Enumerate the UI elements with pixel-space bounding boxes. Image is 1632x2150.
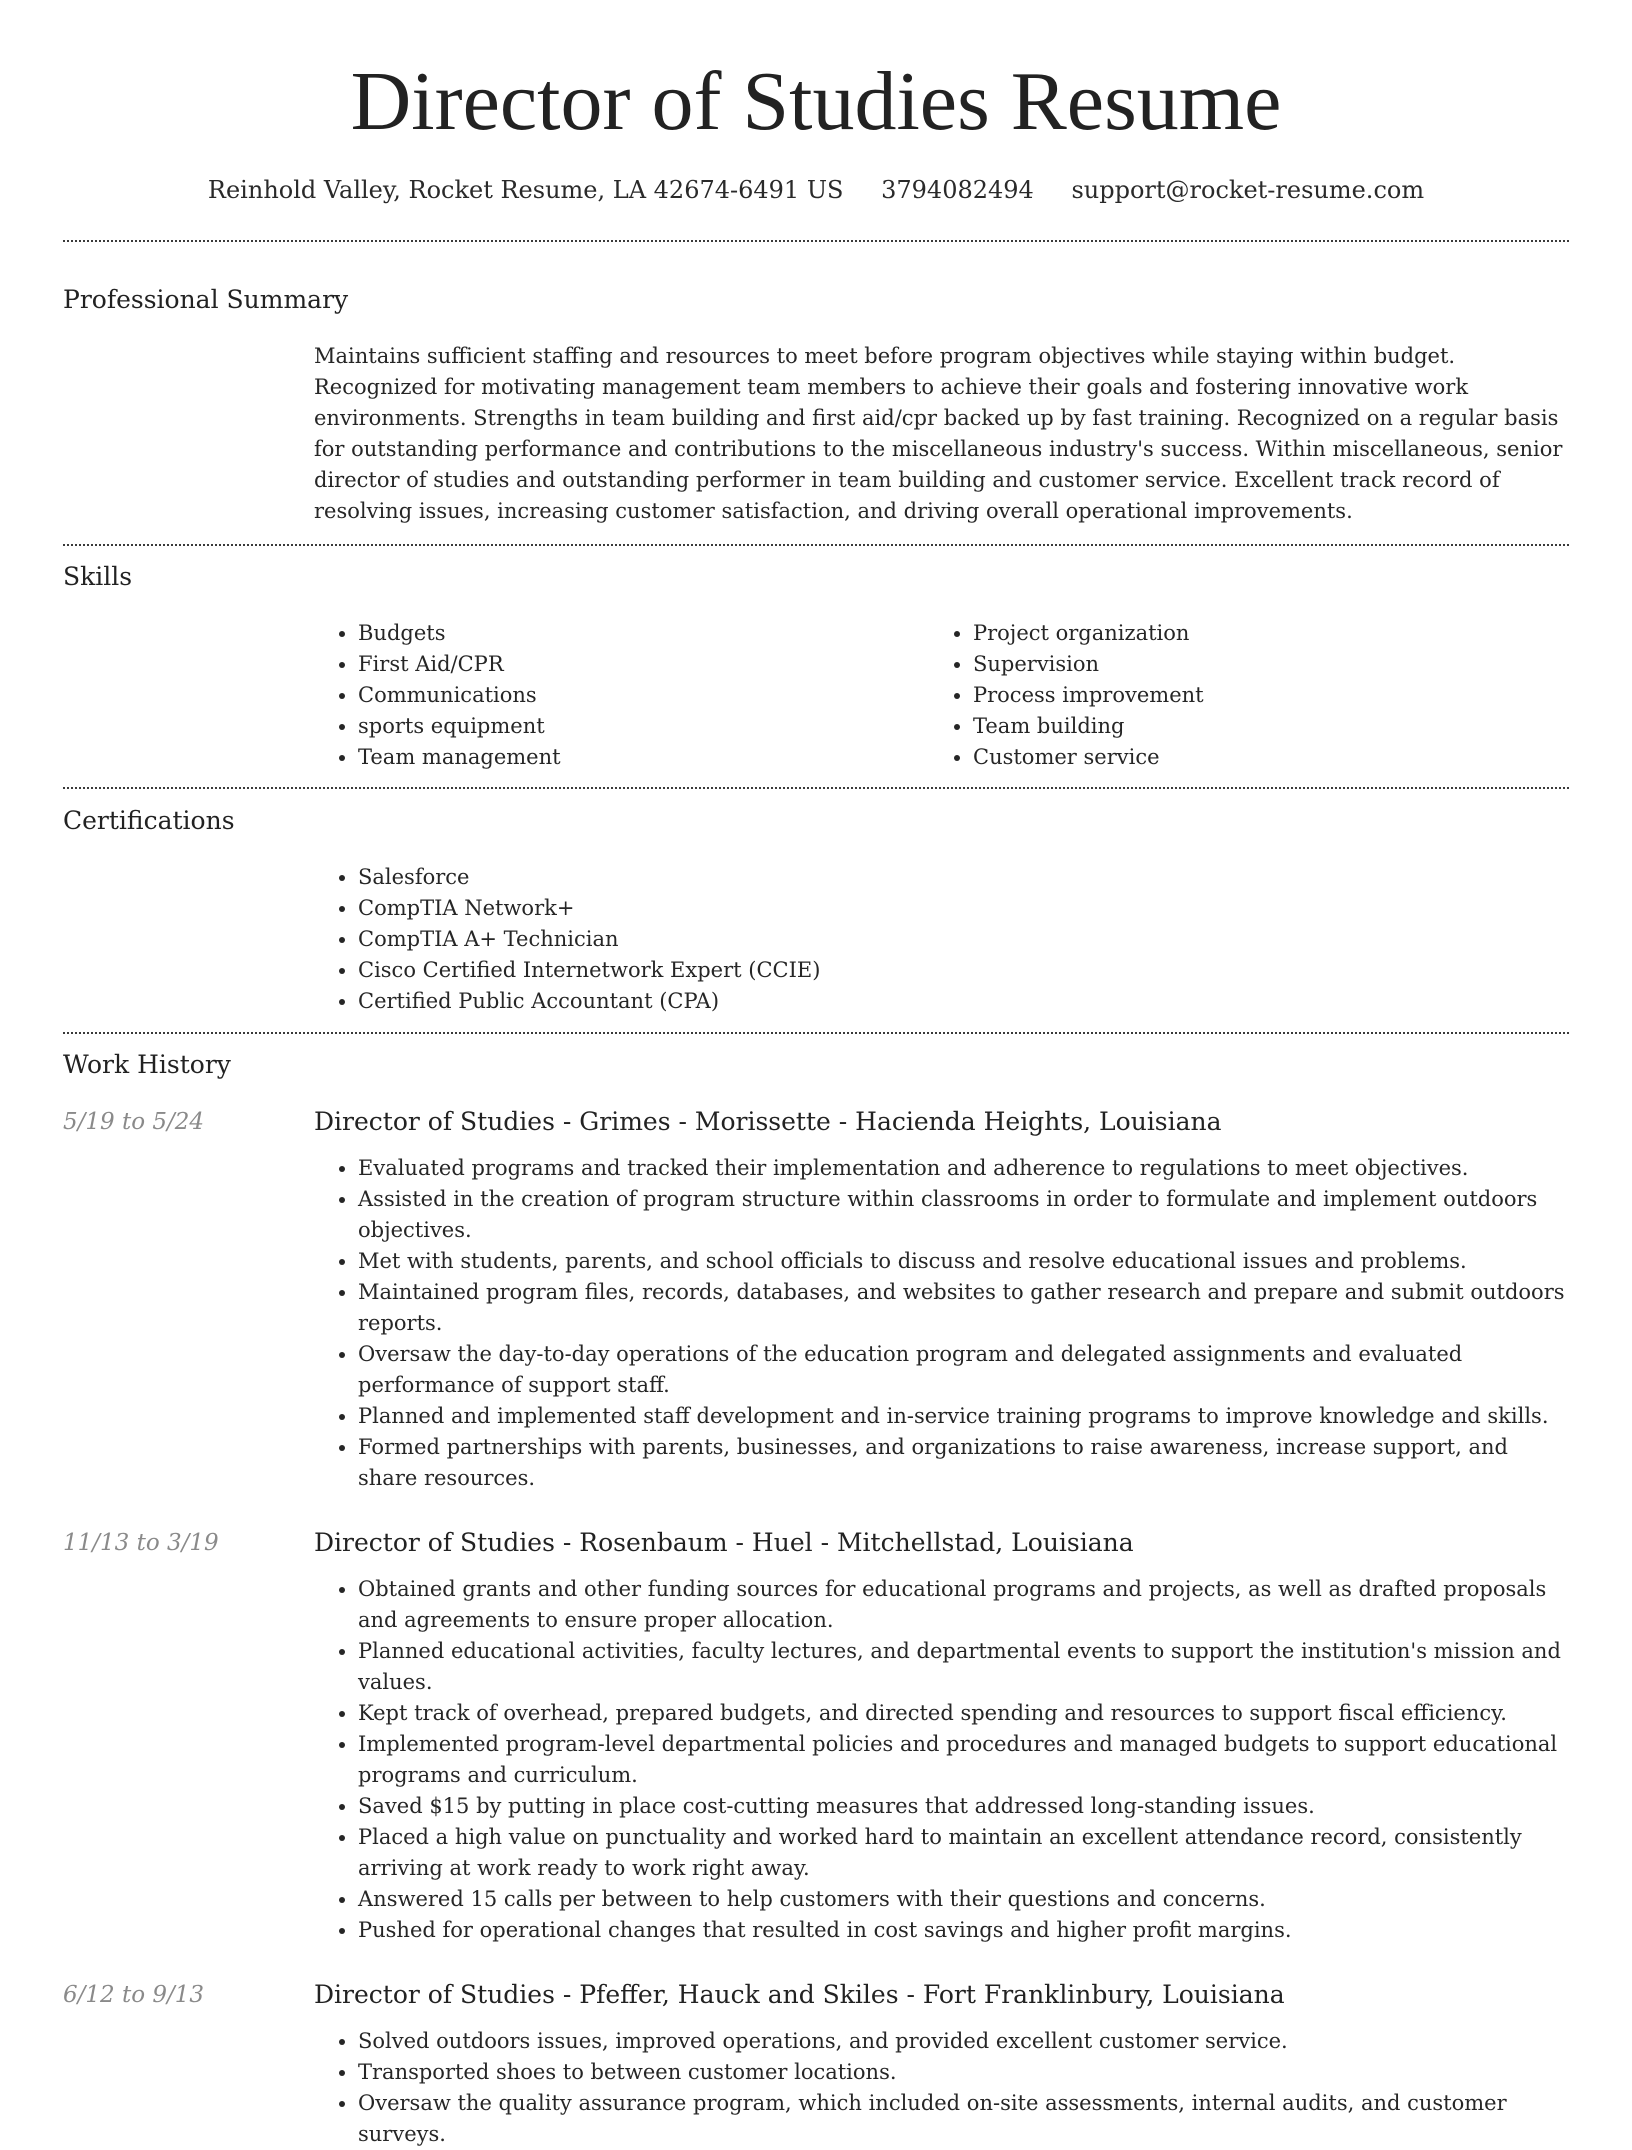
- skill-item: • Project organization: [973, 618, 1544, 649]
- job-bullet: • Assisted in the creation of program structure within classrooms in order to formulate and implement outdoors objectives.: [358, 1184, 1569, 1246]
- contact-line: [63, 173, 1569, 207]
- job-bullet: • Met with students, parents, and school officials to discuss and resolve educational issues and problems.: [358, 1246, 1569, 1277]
- resume-title: Director of Studies Resume: [350, 55, 1282, 148]
- job-title: Director of Studies - Pfeffer, Hauck and Skiles - Fort Franklinbury, Louisiana: [314, 1980, 1285, 2009]
- skill-item: • First Aid/CPR: [358, 649, 929, 680]
- job-bullet: • Implemented program-level departmental policies and procedures and managed budgets to support educational programs and curriculum.: [358, 1729, 1569, 1791]
- job-bullet: • Maintained program files, records, databases, and websites to gather research and prepare and submit outdoors reports.: [358, 1277, 1569, 1339]
- job-bullet: • Evaluated programs and tracked their implementation and adherence to regulations to meet objectives.: [358, 1153, 1569, 1184]
- job-bullet: • Transported shoes to between customer locations.: [358, 2057, 1569, 2088]
- section-heading-skills: Skills: [63, 562, 133, 591]
- certification-item: • Certified Public Accountant (CPA): [358, 986, 1569, 1017]
- job-details: [314, 1527, 1569, 1946]
- skills-section: [63, 546, 1569, 787]
- job-bullet: • Kept track of overhead, prepared budgets, and directed spending and resources to support fiscal efficiency.: [358, 1698, 1569, 1729]
- section-heading-certifications: Certifications: [63, 806, 235, 835]
- certification-item: • Cisco Certified Internetwork Expert (CCIE): [358, 955, 1569, 986]
- work-history-section: [63, 1034, 1569, 2150]
- skills-column-left: [314, 618, 929, 773]
- job-bullet: • Oversaw the day-to-day operations of the education program and delegated assignments and evaluated performance of support staff.: [358, 1339, 1569, 1401]
- skill-item: • Process improvement: [973, 680, 1544, 711]
- job-details: [314, 1106, 1569, 1494]
- certification-item: • Salesforce: [358, 862, 1569, 893]
- job-dates: 11/13 to 3/19: [63, 1530, 219, 1556]
- contact-phone: 3794082494: [881, 176, 1034, 204]
- job-details: [314, 1979, 1569, 2150]
- job-bullets: [314, 1153, 1569, 1494]
- section-heading-work-history: Work History: [63, 1050, 231, 1079]
- job-entry: [63, 1106, 1569, 1494]
- job-bullet: • Planned and implemented staff development and in-service training programs to improve knowledge and skills.: [358, 1401, 1569, 1432]
- job-bullet: • Formed partnerships with parents, businesses, and organizations to raise awareness, increase support, and share resources.: [358, 1432, 1569, 1494]
- skill-item: • Customer service: [973, 742, 1544, 773]
- skill-item: • Budgets: [358, 618, 929, 649]
- job-dates: 6/12 to 9/13: [63, 1982, 205, 2008]
- contact-address: Reinhold Valley, Rocket Resume, LA 42674-6491 US: [207, 176, 844, 204]
- skill-item: • sports equipment: [358, 711, 929, 742]
- job-bullet: • Pushed for operational changes that resulted in cost savings and higher profit margins.: [358, 1915, 1569, 1946]
- job-bullet: • Oversaw the quality assurance program, which included on-site assessments, internal audits, and customer surveys.: [358, 2088, 1569, 2150]
- skill-item: • Communications: [358, 680, 929, 711]
- job-entry: [63, 1979, 1569, 2150]
- certification-item: • CompTIA Network+: [358, 893, 1569, 924]
- contact-email: support@rocket-resume.com: [1071, 176, 1425, 204]
- job-entry: [63, 1527, 1569, 1946]
- certifications-content: [314, 862, 1569, 1017]
- job-bullet: • Answered 15 calls per between to help customers with their questions and concerns.: [358, 1884, 1569, 1915]
- job-bullets: [314, 1574, 1569, 1946]
- summary-text: Maintains sufficient staffing and resources to meet before program objectives while staying within budget. Recognized for motivating management team members to achieve their goals and fostering innovative work environments. Strengths in team building and first aid/cpr backed up by fast training. Recognized on a regular basis for outstanding performance and contributions to the miscellaneous industry's success. Within miscellaneous, senior director of studies and outstanding performer in team building and customer service. Excellent track record of resolving issues, increasing customer satisfaction, and driving overall operational improvements.: [314, 344, 1563, 523]
- skill-item: • Supervision: [973, 649, 1544, 680]
- job-dates: 5/19 to 5/24: [63, 1109, 205, 1135]
- skills-columns: [314, 618, 1569, 773]
- certifications-list: [314, 862, 1569, 1017]
- job-bullet: • Obtained grants and other funding sources for educational programs and projects, as well as drafted proposals and agreements to ensure proper allocation.: [358, 1574, 1569, 1636]
- certifications-section: [63, 789, 1569, 1032]
- skills-list-right: [929, 618, 1544, 773]
- job-bullet: • Planned educational activities, faculty lectures, and departmental events to support the institution's mission and values.: [358, 1636, 1569, 1698]
- certification-item: • CompTIA A+ Technician: [358, 924, 1569, 955]
- job-bullet: • Saved $15 by putting in place cost-cutting measures that addressed long-standing issues.: [358, 1791, 1569, 1822]
- section-heading-summary: Professional Summary: [63, 285, 349, 314]
- job-bullets: [314, 2026, 1569, 2150]
- job-bullet: • Placed a high value on punctuality and worked hard to maintain an excellent attendance record, consistently arriving at work ready to work right away.: [358, 1822, 1569, 1884]
- job-title: Director of Studies - Grimes - Morissette - Hacienda Heights, Louisiana: [314, 1107, 1222, 1136]
- skills-column-right: [929, 618, 1544, 773]
- skills-list-left: [314, 618, 929, 773]
- skill-item: • Team management: [358, 742, 929, 773]
- job-title: Director of Studies - Rosenbaum - Huel - Mitchellstad, Louisiana: [314, 1528, 1134, 1557]
- professional-summary-section: [63, 242, 1569, 544]
- skill-item: • Team building: [973, 711, 1544, 742]
- job-bullet: • Solved outdoors issues, improved operations, and provided excellent customer service.: [358, 2026, 1569, 2057]
